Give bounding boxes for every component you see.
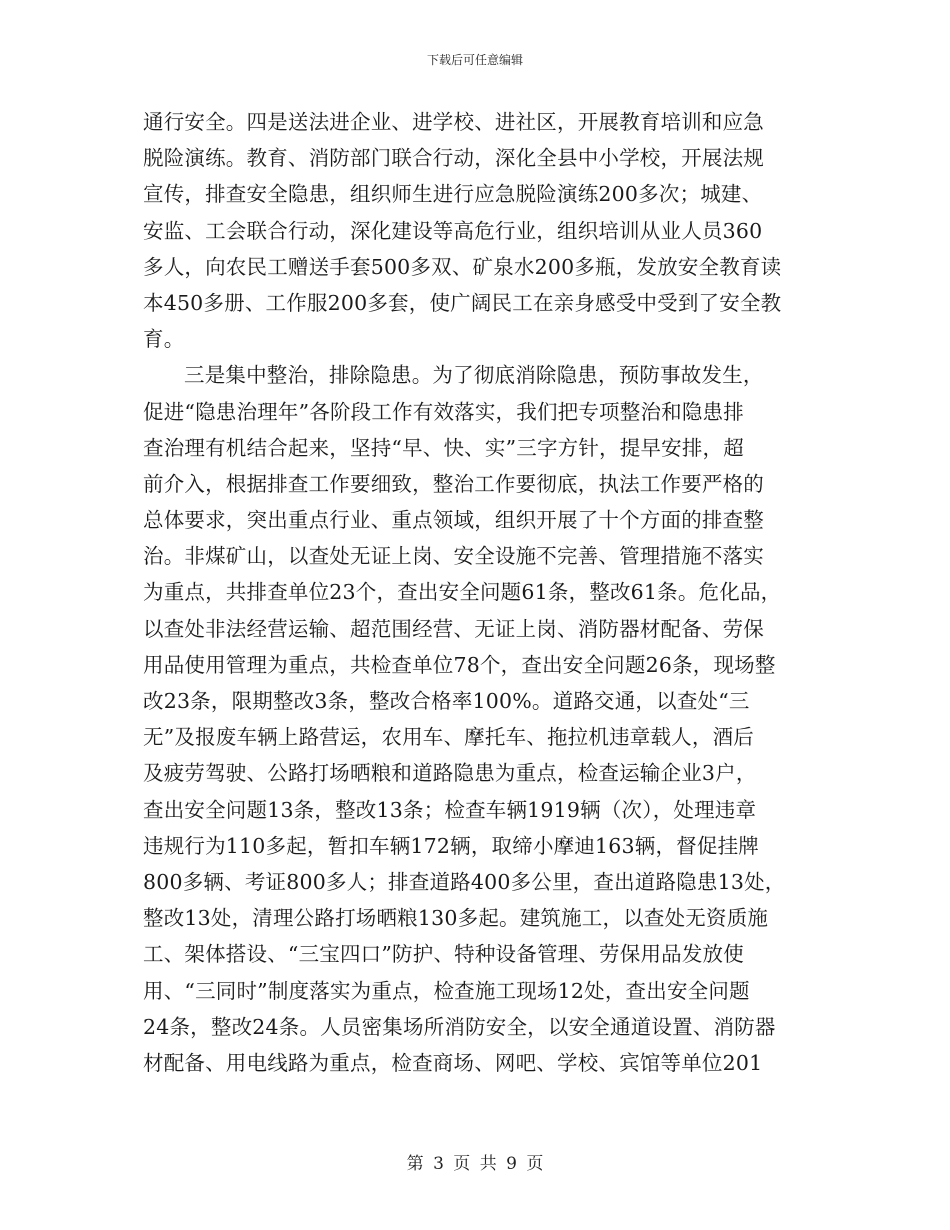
text-line: 治。非煤矿山，以查处无证上岗、安全设施不完善、管理措施不落实 xyxy=(143,544,764,569)
text-line: 为重点，共排查单位23个，查出安全问题61条，整改61条。危化品， xyxy=(143,580,782,605)
text-line: 前介入，根据排查工作要细致，整治工作要彻底，执法工作要严格的 xyxy=(143,471,764,496)
text-line: 工、架体搭设、“三宝四口”防护、特种设备管理、劳保用品发放使 xyxy=(143,942,744,967)
page-header-note: 下载后可任意编辑 xyxy=(426,53,523,67)
text-line: 整改13处，清理公路打场晒粮130多起。建筑施工，以查处无资质施 xyxy=(143,906,769,931)
text-line: 材配备、用电线路为重点，检查商场、网吧、学校、宾馆等单位201 xyxy=(143,1050,763,1075)
text-line: 查治理有机结合起来，坚持“早、快、实”三字方针，提早安排，超 xyxy=(143,435,744,460)
text-line: 安监、工会联合行动，深化建设等高危行业，组织培训从业人员360 xyxy=(143,218,763,243)
text-line: 违规行为110多起，暂扣车辆172辆，取缔小摩迪163辆，督促挂牌 xyxy=(143,833,759,858)
text-line: 无”及报废车辆上路营运，农用车、摩托车、拖拉机违章载人，酒后 xyxy=(143,725,754,750)
text-line: 用、“三同时”制度落实为重点，检查施工现场12处，查出安全问题 xyxy=(143,978,750,1003)
text-line: 查出安全问题13条，整改13条；检查车辆1919辆（次），处理违章 xyxy=(143,797,757,822)
text-line: 促进“隐患治理年”各阶段工作有效落实，我们把专项整治和隐患排 xyxy=(143,399,744,424)
text-line: 通行安全。四是送法进企业、进学校、进社区，开展教育培训和应急 xyxy=(143,110,764,134)
text-line: 总体要求，突出重点行业、重点领域，组织开展了十个方面的排查整 xyxy=(143,508,764,533)
text-line: 育。 xyxy=(143,327,185,352)
text-line: 800多辆、考证800多人；排查道路400多公里，查出道路隐患13处， xyxy=(143,869,786,894)
text-line: 用品使用管理为重点，共检查单位78个，查出安全问题26条，现场整 xyxy=(143,652,776,677)
text-line: 24条，整改24条。人员密集场所消防安全，以安全通道设置、消防器 xyxy=(143,1014,776,1039)
text-line: 脱险演练。教育、消防部门联合行动，深化全县中小学校，开展法规 xyxy=(143,146,764,171)
text-line: 多人，向农民工赠送手套500多双、矿泉水200多瓶，发放安全教育读 xyxy=(143,254,782,279)
text-line: 本450多册、工作服200多套，使广阔民工在亲身感受中受到了安全教 xyxy=(143,290,782,315)
text-line: 改23条，限期整改3条，整改合格率100%。道路交通，以查处“三 xyxy=(143,689,750,713)
paragraph-first-line: 三是集中整治，排除隐患。为了彻底消除隐患，预防事故发生， xyxy=(184,363,764,388)
text-line: 宣传，排查安全隐患，组织师生进行应急脱险演练200多次；城建、 xyxy=(143,182,763,207)
text-line: 以查处非法经营运输、超范围经营、无证上岗、消防器材配备、劳保 xyxy=(143,616,764,641)
text-line: 及疲劳驾驶、公路打场晒粮和道路隐患为重点，检查运输企业3户， xyxy=(143,761,757,786)
page-number-footer: 第 3 页 共 9 页 xyxy=(406,1154,544,1174)
document-body xyxy=(143,104,811,1081)
